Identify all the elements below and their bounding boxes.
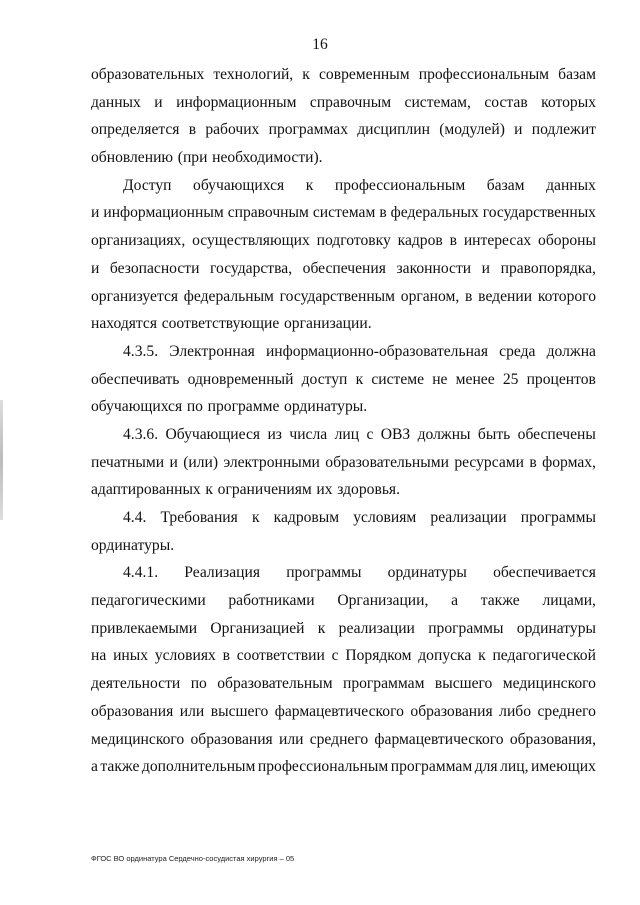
text-line: обучающихся по программе ординатуры. (91, 398, 368, 416)
text-line: 4.4.1. Реализация программы ординатуры обеспечивается (123, 564, 596, 582)
text-line: Доступ обучающихся к профессиональным базам данных (123, 176, 596, 194)
scan-edge-mark (0, 400, 3, 520)
text-line: на иных условиях в соответствии с Порядком допуска к педагогической (91, 647, 596, 665)
text-line: данных и информационным справочным системам, состав которых (91, 93, 596, 111)
text-line: находятся соответствующие организации. (91, 315, 372, 333)
text-line: ординатуры. (91, 536, 175, 554)
text-line: определяется в рабочих программах дисциплин (модулей) и подлежит (91, 121, 596, 139)
text-line: 4.4. Требования к кадровым условиям реализации программы (123, 509, 596, 526)
text-line: 4.3.5. Электронная информационно-образовательная среда должна (123, 342, 596, 360)
text-line: обеспечивать одновременный доступ к системе не менее 25 процентов (91, 370, 596, 388)
page-number: 16 (312, 36, 328, 53)
body-text (91, 61, 596, 781)
text-line: и информационным справочным системам в федеральных государственных (91, 204, 596, 222)
text-line: обновлению (при необходимости). (91, 149, 323, 167)
text-line: а также дополнительным профессиональным программам для лиц, имеющих (91, 758, 596, 776)
text-line: привлекаемыми Организацией к реализации программы ординатуры (91, 619, 596, 637)
text-line: медицинского образования или среднего фармацевтического образования, (91, 730, 596, 748)
text-line: педагогическими работниками Организации, а также лицами, (91, 592, 596, 610)
text-line: образовательных технологий, к современным профессиональным базам (91, 66, 596, 83)
page-footer: ФГОС ВО ординатура Сердечно-сосудистая хирургия – 05 (91, 854, 295, 863)
text-line: образования или высшего фармацевтического образования либо среднего (91, 702, 596, 720)
text-line: деятельности по образовательным программам высшего медицинского (91, 675, 596, 693)
text-line: адаптированных к ограничениям их здоровья. (91, 481, 400, 499)
text-line: организациях, осуществляющих подготовку кадров в интересах обороны (91, 232, 596, 250)
text-line: печатными и (или) электронными образовательными ресурсами в формах, (91, 453, 596, 471)
text-line: организуется федеральным государственным органом, в ведении которого (91, 287, 596, 305)
text-line: и безопасности государства, обеспечения законности и правопорядка, (91, 259, 596, 277)
text-line: 4.3.6. Обучающиеся из числа лиц с ОВЗ должны быть обеспечены (123, 425, 596, 443)
